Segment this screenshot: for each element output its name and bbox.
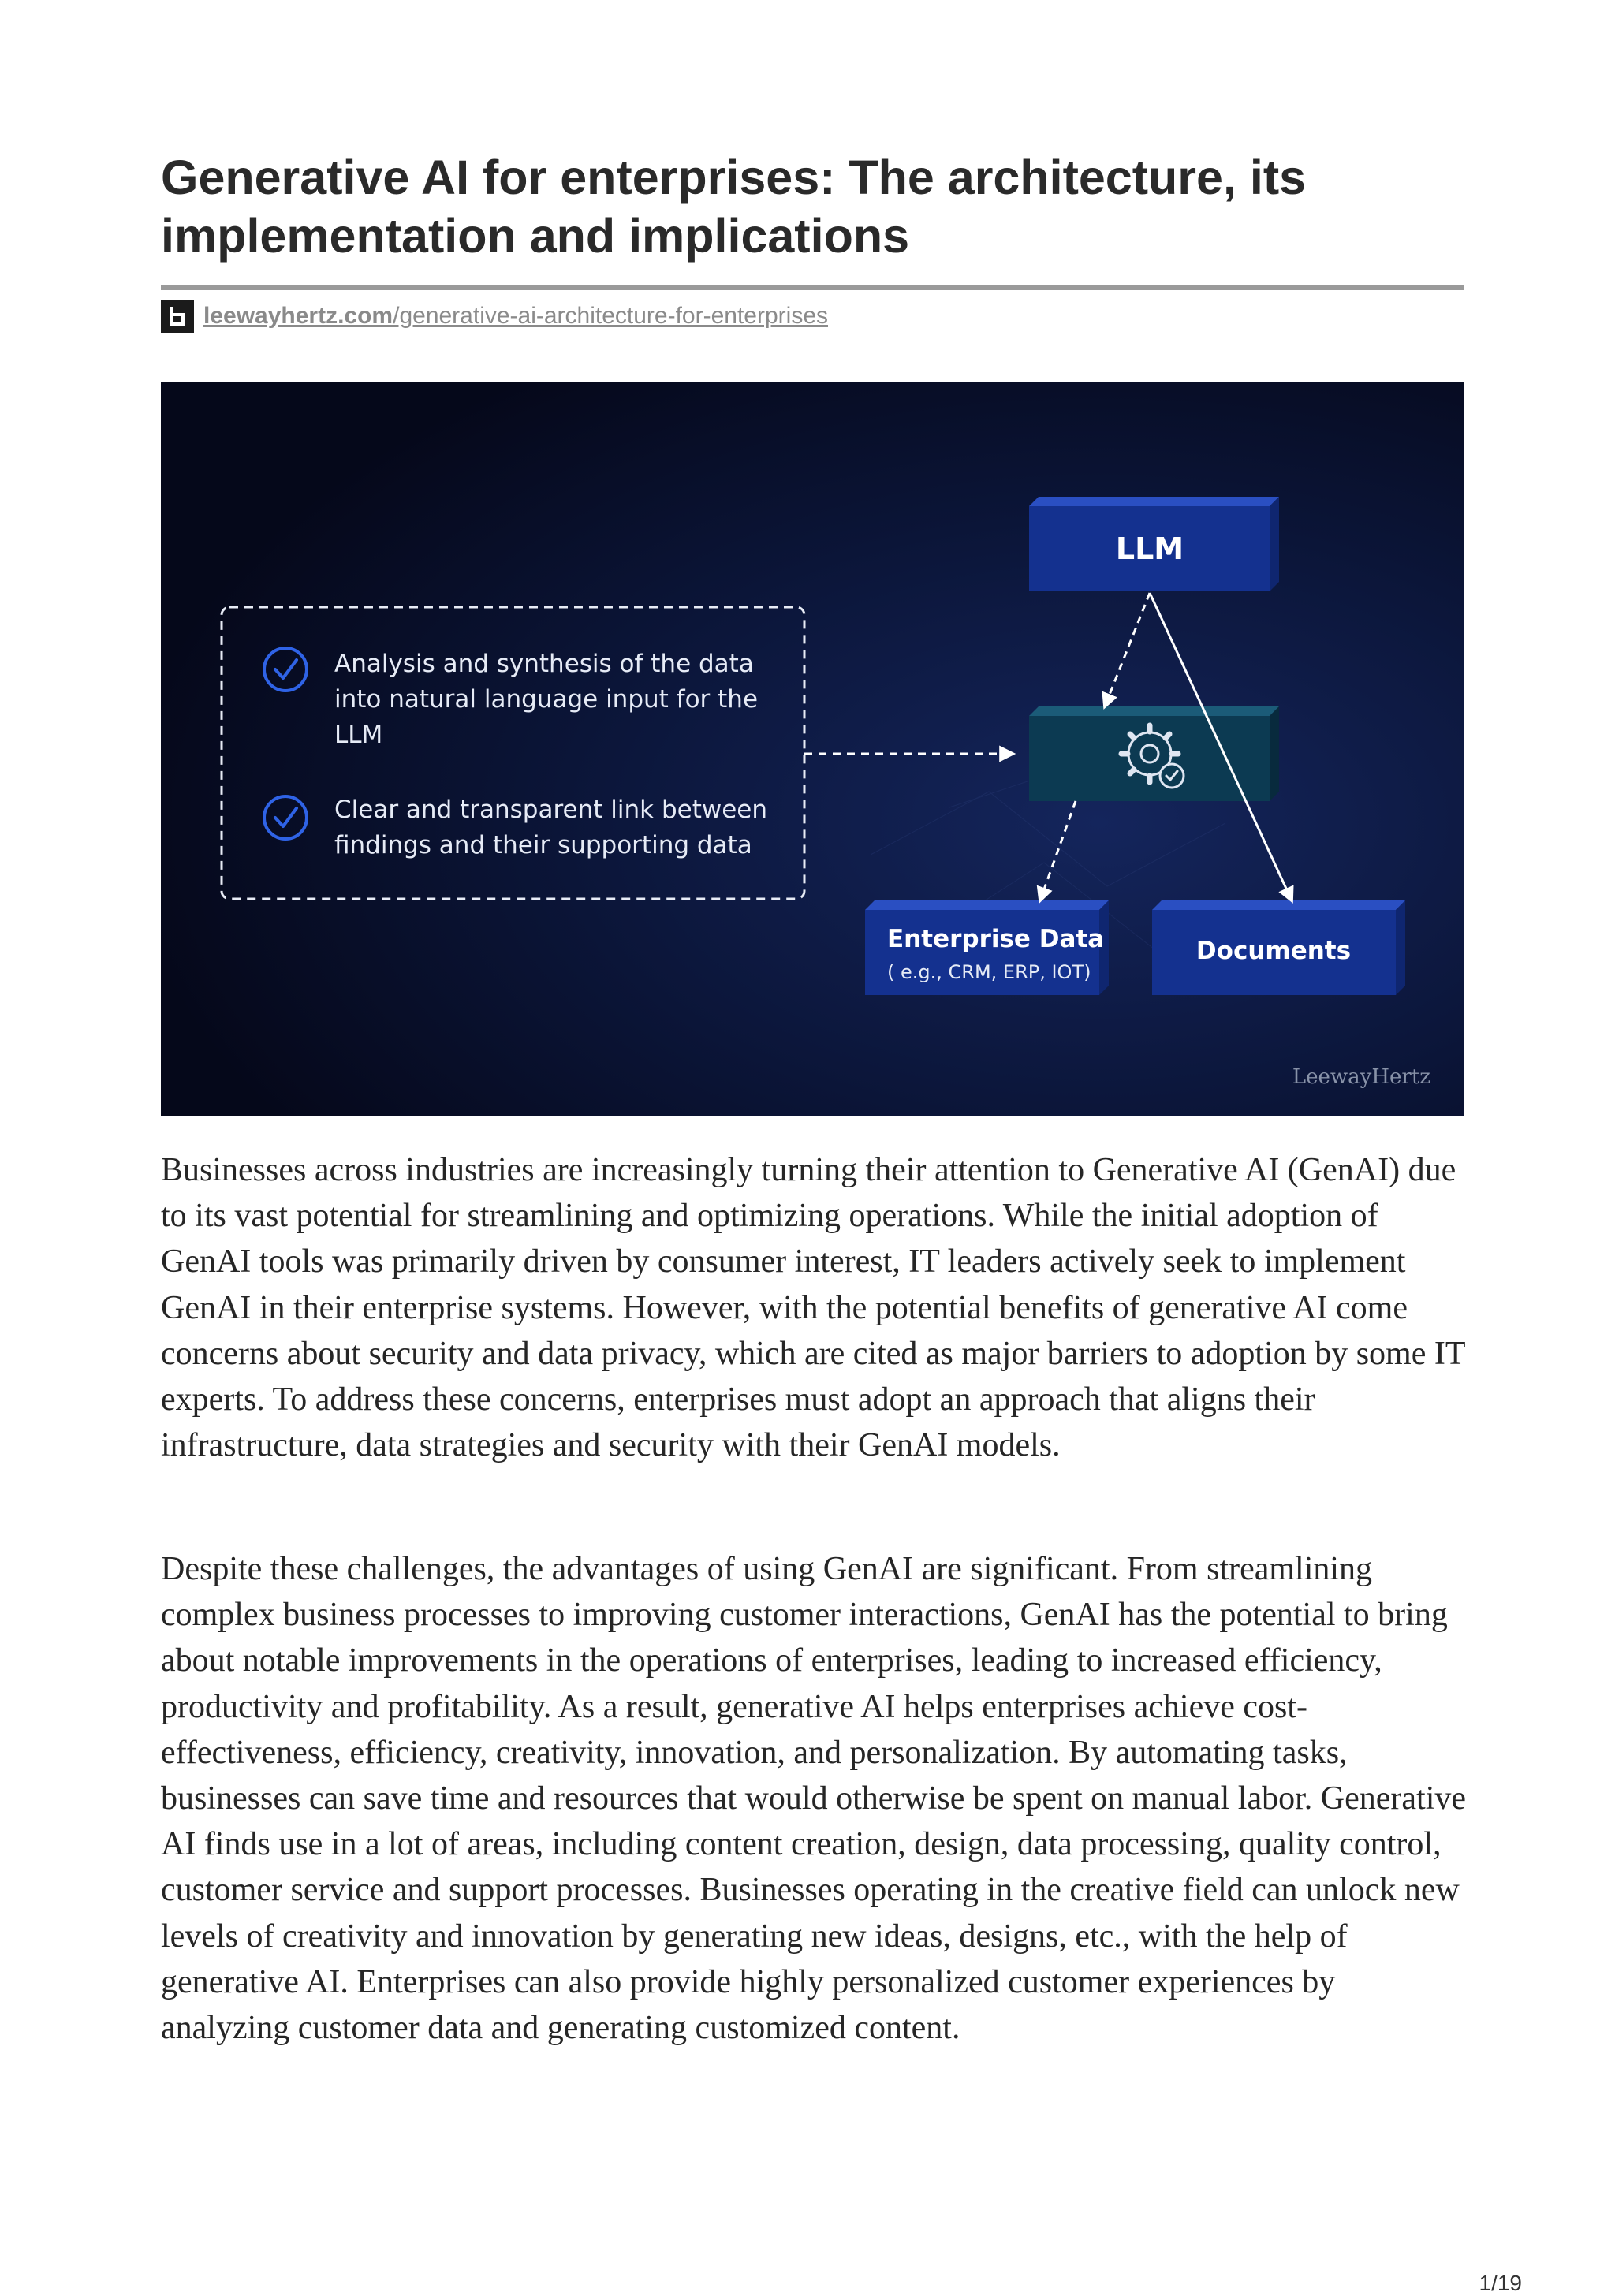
documents-box — [1152, 900, 1405, 995]
llm-label: LLM — [1115, 531, 1184, 566]
enterprise-data-box — [865, 900, 1109, 995]
source-path[interactable]: /generative-ai-architecture-for-enterprises — [393, 303, 829, 329]
architecture-figure — [161, 382, 1464, 1116]
source-domain[interactable]: leewayhertz.com — [203, 303, 393, 329]
page-title: Generative AI for enterprises: The architecture, its implementation and implications — [161, 151, 1307, 263]
site-logo-icon — [161, 300, 194, 333]
checklist-item-2-line-2: findings and their supporting data — [334, 831, 752, 859]
figure-watermark: LeewayHertz — [1292, 1065, 1430, 1089]
paragraph-1: Businesses across industries are increasingly turning their attention to Generative AI (GenAI) due to its vast potential for streamlining and optimizing operations. While the initial adoption of GenAI tools was primarily driven by consumer interest, IT leaders actively seek to implement GenAI in their enterprise systems. However, with the potential benefits of generative AI come concerns about security and data privacy, which are cited as major barriers to adoption by some IT experts. To address these concerns, enterprises must adopt an approach that aligns their infrastructure, data strategies and security with their GenAI models. — [161, 1152, 1465, 1464]
enterprise-data-label: Enterprise Data — [887, 925, 1105, 953]
llm-box — [1029, 497, 1279, 591]
page-number: 1/19 — [1479, 2271, 1522, 2295]
documents-label: Documents — [1195, 937, 1352, 965]
orchestrator-box — [1029, 706, 1279, 801]
checklist-item-1-line-2: into natural language input for the — [334, 685, 759, 714]
checklist-item-2-line-1: Clear and transparent link between — [334, 796, 767, 824]
checklist-item-1-line-1: Analysis and synthesis of the data — [334, 650, 754, 678]
source-link[interactable] — [161, 300, 828, 333]
paragraph-2: Despite these challenges, the advantages of using GenAI are significant. From streamlining complex business processes to improving customer interactions, GenAI has the potential to bring about notable improvements in the operations of enterprises, leading to increased efficiency, productivity and profitability. As a result, generative AI helps enterprises achieve cost-effectiveness, efficiency, creativity, innovation, and personalization. By automating tasks, businesses can save time and resources that would otherwise be spent on manual labor. Generative AI finds use in a lot of areas, including content creation, design, data processing, quality control, customer service and support processes. Businesses operating in the creative field can unlock new levels of creativity and innovation by generating new ideas, designs, etc., with the help of generative AI. Enterprises can also provide highly personalized customer experiences by analyzing customer data and generating customized content. — [161, 1551, 1467, 2047]
title-divider — [161, 285, 1464, 290]
enterprise-data-sub: ( e.g., CRM, ERP, IOT) — [887, 961, 1091, 983]
checklist-item-1-line-3: LLM — [334, 721, 383, 749]
